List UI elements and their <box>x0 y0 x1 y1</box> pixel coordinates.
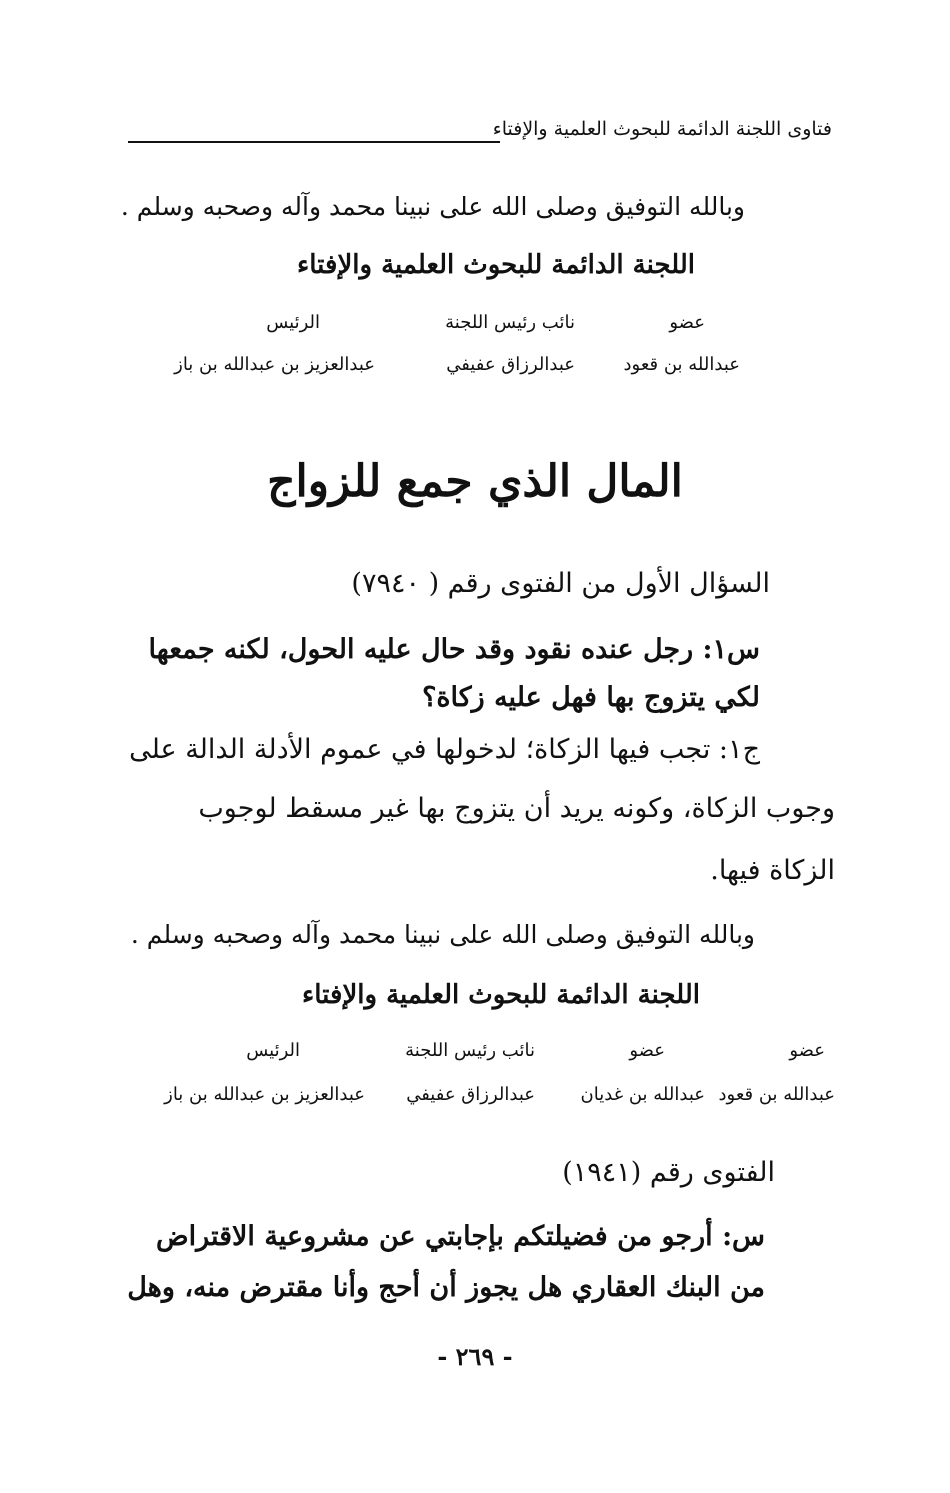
question-line: س١: رجل عنده نقود وقد حال عليه الحول، لكنه جمعها <box>148 634 760 665</box>
signatory-name-vice-chair: عبدالرزاق عفيفي <box>406 1084 535 1105</box>
closing-prayer: وبالله التوفيق وصلى الله على نبينا محمد وآله وصحبه وسلم . <box>120 192 745 221</box>
closing-prayer: وبالله التوفيق وصلى الله على نبينا محمد وآله وصحبه وسلم . <box>130 920 755 949</box>
signatory-role-member: عضو <box>629 1040 665 1061</box>
signatory-name-member: عبدالله بن قعود <box>623 354 740 375</box>
running-header-title: فتاوى اللجنة الدائمة للبحوث العلمية والإفتاء <box>492 118 832 140</box>
fatwa-heading: الفتوى رقم (١٩٤١) <box>562 1157 775 1188</box>
answer-line: الزكاة فيها. <box>710 855 835 886</box>
signatory-role-chair: الرئيس <box>246 1040 300 1061</box>
page-number: - ٢٦٩ - <box>437 1342 513 1371</box>
signatory-role-vice-chair: نائب رئيس اللجنة <box>405 1040 535 1061</box>
section-title: المال الذي جمع للزواج <box>267 456 683 507</box>
question-line: لكي يتزوج بها فهل عليه زكاة؟ <box>422 682 760 713</box>
signatory-name-member: عبدالله بن قعود <box>718 1084 835 1105</box>
fatwa-heading: السؤال الأول من الفتوى رقم ( ٧٩٤٠) <box>351 568 770 599</box>
signatory-name-chair: عبدالعزيز بن عبدالله بن باز <box>174 354 375 375</box>
signatory-name-vice-chair: عبدالرزاق عفيفي <box>446 354 575 375</box>
signatory-role-member: عضو <box>789 1040 825 1061</box>
answer-line: ج١: تجب فيها الزكاة؛ لدخولها في عموم الأدلة الدالة على <box>129 734 760 765</box>
committee-name: اللجنة الدائمة للبحوث العلمية والإفتاء <box>302 980 700 1010</box>
answer-line: وجوب الزكاة، وكونه يريد أن يتزوج بها غير مسقط لوجوب <box>198 793 835 824</box>
header-rule <box>128 141 500 143</box>
question-line: س: أرجو من فضيلتكم بإجابتي عن مشروعية الاقتراض <box>155 1221 765 1252</box>
signatory-name-chair: عبدالعزيز بن عبدالله بن باز <box>164 1084 365 1105</box>
signatory-role-vice-chair: نائب رئيس اللجنة <box>445 312 575 333</box>
signatory-role-chair: الرئيس <box>266 312 320 333</box>
committee-name: اللجنة الدائمة للبحوث العلمية والإفتاء <box>297 250 695 280</box>
signatory-role-member: عضو <box>669 312 705 333</box>
question-line: من البنك العقاري هل يجوز أن أحج وأنا مقترض منه، وهل <box>127 1272 765 1303</box>
signatory-name-member: عبدالله بن غديان <box>580 1084 705 1105</box>
